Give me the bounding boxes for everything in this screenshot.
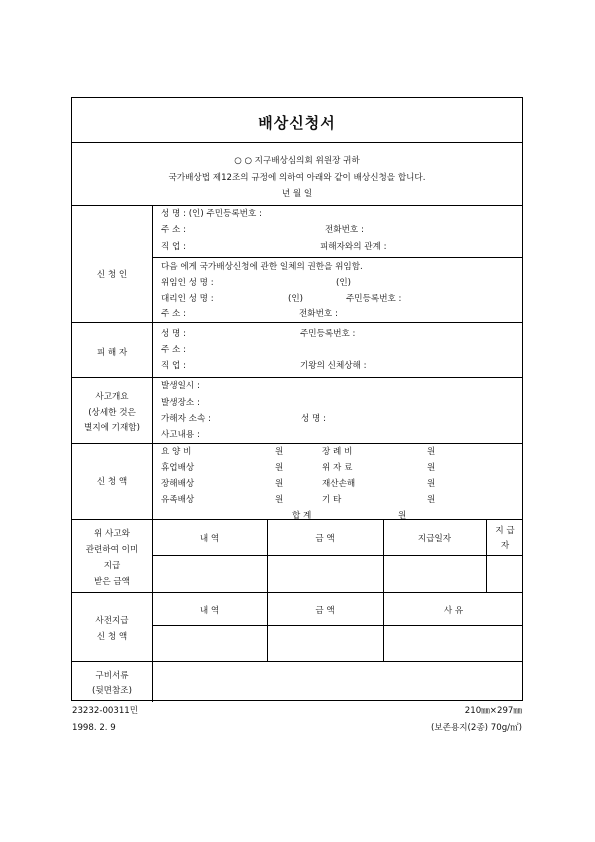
paid-col-detail: 내 역	[199, 534, 220, 544]
paid-label: 관련하여 이미	[85, 545, 139, 555]
divider	[152, 555, 522, 556]
advance-label: 신 청 액	[96, 632, 128, 642]
victim-label: 피 해 자	[96, 348, 128, 358]
paid-col-payer: 자	[500, 541, 510, 551]
victim-injury-field[interactable]: 기왕의 신체상해 :	[300, 361, 367, 371]
victim-address-field[interactable]: 주 소 :	[161, 345, 186, 355]
divider	[152, 205, 153, 702]
divider	[72, 377, 522, 378]
applicant-label: 신 청 인	[96, 270, 128, 280]
paid-label: 지급	[103, 561, 121, 571]
claim-item-left: 요 양 비	[161, 447, 192, 457]
accident-datetime-field[interactable]: 발생일시 :	[161, 381, 200, 391]
agent-name-field[interactable]: 대리인 성 명 :	[161, 294, 214, 304]
paid-label: 받은 금액	[94, 577, 130, 587]
applicant-phone-field[interactable]: 전화번호 :	[325, 225, 364, 235]
recipient-line: ○ ○ 지구배상심의회 위원장 귀하	[234, 156, 360, 166]
claim-label: 신 청 액	[96, 477, 128, 487]
claim-total-unit[interactable]: 원	[398, 511, 407, 521]
form-code: 23232-00311민	[72, 706, 139, 716]
accident-content-field[interactable]: 사고내용 :	[161, 430, 200, 440]
form-date: 1998. 2. 9	[72, 723, 116, 733]
agent-address-field[interactable]: 주 소 :	[161, 309, 186, 319]
claim-unit[interactable]: 원	[275, 447, 284, 457]
claim-total-label: 합 계	[292, 511, 312, 521]
victim-job-field[interactable]: 직 업 :	[161, 361, 186, 371]
delegator-name-field[interactable]: 위임인 성 명 :	[161, 278, 214, 288]
paid-col-date: 지급일자	[417, 534, 452, 544]
applicant-relation-field[interactable]: 피해자와의 관계 :	[320, 242, 387, 252]
advance-col-amount: 금 액	[315, 606, 335, 616]
claim-item-left: 장해배상	[161, 479, 195, 489]
claim-item-left: 유족배상	[161, 495, 195, 505]
paid-col-amount: 금 액	[315, 534, 335, 544]
claim-unit[interactable]: 원	[427, 495, 436, 505]
agent-phone-field[interactable]: 전화번호 :	[299, 309, 338, 319]
claim-item-right: 기 타	[322, 495, 342, 505]
claim-unit[interactable]: 원	[275, 495, 284, 505]
delegation-text: 다음 에게 국가배상신청에 관한 일체의 권한을 위임함.	[161, 262, 363, 272]
docs-label: 구비서류	[95, 671, 129, 681]
perpetrator-name-field[interactable]: 성 명 :	[301, 414, 326, 424]
accident-label: 사고개요	[95, 392, 129, 402]
advance-col-reason: 사 유	[443, 606, 464, 616]
divider	[72, 205, 522, 206]
claim-item-right: 위 자 료	[322, 463, 353, 473]
claim-item-right: 장 례 비	[322, 447, 353, 457]
agent-seal: (인)	[288, 294, 304, 304]
divider	[152, 625, 522, 626]
claim-form	[71, 97, 523, 701]
divider	[152, 257, 522, 258]
paid-label: 위 사고와	[94, 529, 130, 539]
agent-id-field[interactable]: 주민등록번호 :	[346, 294, 402, 304]
claim-item-left: 휴업배상	[161, 463, 195, 473]
perpetrator-org-field[interactable]: 가해자 소속 :	[161, 414, 211, 424]
advance-label: 사전지급	[95, 616, 129, 626]
divider	[72, 322, 522, 323]
accident-place-field[interactable]: 발생장소 :	[161, 398, 200, 408]
claim-item-right: 재산손해	[322, 479, 356, 489]
form-title: 배상신청서	[258, 114, 336, 132]
statement-line: 국가배상법 제12조의 규정에 의하여 아래와 같이 배상신청을 합니다.	[168, 173, 426, 183]
divider	[72, 142, 522, 143]
claim-unit[interactable]: 원	[275, 479, 284, 489]
docs-label: (뒷면참조)	[92, 686, 132, 696]
accident-label-note: 별지에 기재함)	[84, 423, 140, 433]
divider	[72, 443, 522, 444]
claim-unit[interactable]: 원	[427, 463, 436, 473]
applicant-address-field[interactable]: 주 소 :	[161, 225, 186, 235]
date-line: 년 월 일	[281, 189, 313, 199]
divider	[72, 661, 522, 662]
accident-label-note: (상세한 것은	[88, 408, 136, 418]
advance-col-detail: 내 역	[199, 606, 220, 616]
claim-unit[interactable]: 원	[275, 463, 284, 473]
applicant-name-field[interactable]: 성 명 : (인) 주민등록번호 :	[161, 209, 262, 219]
victim-name-field[interactable]: 성 명 :	[161, 329, 186, 339]
victim-id-field[interactable]: 주민등록번호 :	[300, 329, 356, 339]
applicant-job-field[interactable]: 직 업 :	[161, 242, 186, 252]
claim-unit[interactable]: 원	[427, 447, 436, 457]
delegator-seal: (인)	[336, 278, 352, 288]
divider	[72, 592, 522, 593]
paid-col-payer: 지 급	[495, 526, 515, 536]
claim-unit[interactable]: 원	[427, 479, 436, 489]
paper-type: (보존용지(2종) 70g/㎡)	[431, 723, 522, 733]
paper-size: 210㎜×297㎜	[464, 706, 522, 716]
